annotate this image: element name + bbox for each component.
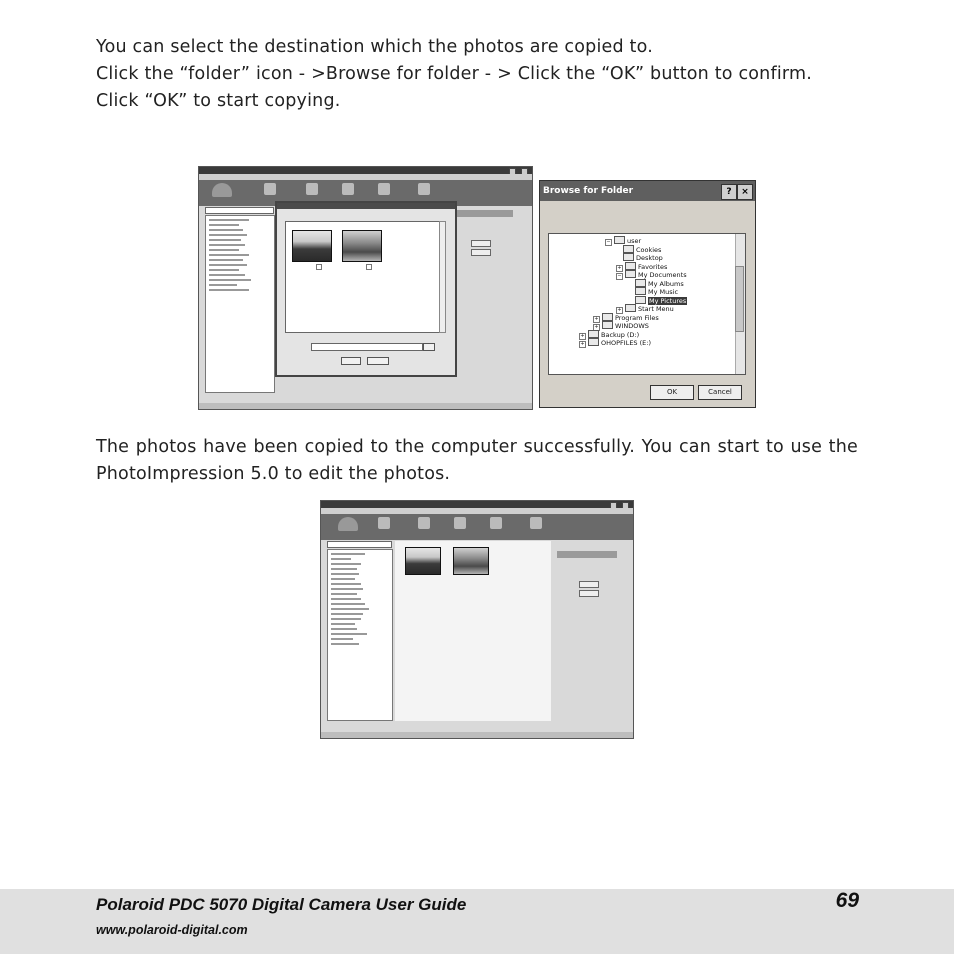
page-footer <box>0 889 954 954</box>
save-mode-item[interactable] <box>557 537 587 544</box>
tree-node[interactable]: + Start Menu <box>617 305 674 313</box>
ok-button[interactable]: OK <box>650 385 694 400</box>
folder-tree-lines <box>209 219 251 294</box>
logo-icon[interactable] <box>337 517 359 539</box>
toolbar-icon[interactable] <box>413 517 435 539</box>
scroll-thumb[interactable] <box>735 266 744 332</box>
save-mode-item[interactable] <box>557 551 617 558</box>
window-titlebar <box>321 501 633 508</box>
save-mode-item[interactable] <box>457 210 513 217</box>
save-mode-pane <box>457 203 521 271</box>
folder-combo[interactable] <box>205 207 274 214</box>
tree-node-selected[interactable]: My Pictures <box>635 296 687 305</box>
tree-node[interactable]: My Music <box>635 287 678 296</box>
save-mode-item[interactable] <box>557 572 593 579</box>
browse-dialog-title: Browse for Folder <box>543 186 634 196</box>
photo-thumbnail[interactable] <box>292 230 332 262</box>
screenshot-photoimpression-copy <box>198 166 533 410</box>
outro-line: The photos have been copied to the computer successfully. You can start to use the PhotoImpression 5.0 to edit the photos. <box>96 437 858 484</box>
photo-thumbnail[interactable] <box>342 230 382 262</box>
toolbar-icon[interactable] <box>485 517 507 539</box>
save-mode-item[interactable] <box>557 565 587 572</box>
save-mode-item[interactable] <box>557 607 597 614</box>
tree-node[interactable]: + OHOPFILES (E:) <box>580 339 651 347</box>
side-button[interactable] <box>579 581 599 588</box>
photo-grid <box>395 541 551 721</box>
save-mode-item[interactable] <box>457 217 497 224</box>
folder-tree-lines <box>331 553 369 648</box>
folder-tree <box>548 233 746 375</box>
intro-line: You can select the destination which the photos are copied to. <box>96 37 653 57</box>
folder-icon <box>623 245 634 253</box>
close-icon[interactable]: × <box>737 184 753 200</box>
help-icon[interactable]: ? <box>721 184 737 200</box>
side-button[interactable] <box>471 240 491 247</box>
tree-scrollbar[interactable] <box>735 234 745 374</box>
screenshot-photoimpression-result <box>320 500 634 739</box>
tree-node[interactable]: + Backup (D:) <box>580 330 640 339</box>
side-button[interactable] <box>579 590 599 597</box>
guide-title: Polaroid PDC 5070 Digital Camera User Guide <box>96 895 467 914</box>
folder-icon <box>625 304 636 312</box>
cancel-button[interactable]: Cancel <box>698 385 742 400</box>
intro-paragraph <box>96 34 858 115</box>
tree-node[interactable]: + Program Files <box>594 313 659 322</box>
tree-node[interactable]: − My Documents <box>617 271 687 279</box>
tree-node[interactable]: My Albums <box>635 279 684 288</box>
outro-paragraph <box>96 434 858 488</box>
save-mode-item[interactable] <box>557 558 601 565</box>
star-folder-icon <box>625 262 636 270</box>
tree-node[interactable]: + WINDOWS <box>594 322 649 330</box>
folder-icon <box>602 321 613 329</box>
folder-icon <box>635 287 646 295</box>
side-button[interactable] <box>471 249 491 256</box>
save-mode-item[interactable] <box>457 264 487 271</box>
status-bar <box>199 403 532 409</box>
save-mode-item[interactable] <box>557 544 597 551</box>
tree-node[interactable]: + Favorites <box>617 262 668 271</box>
toolbar-icon[interactable] <box>449 517 471 539</box>
logo-icon[interactable] <box>211 183 233 205</box>
folder-icon <box>614 236 625 244</box>
website-url: www.polaroid-digital.com <box>96 923 248 937</box>
tree-node[interactable]: Desktop <box>623 253 663 262</box>
dialog-ok-button[interactable] <box>341 357 361 365</box>
folder-tree-pane <box>327 549 393 721</box>
photo-thumbnail[interactable] <box>405 547 441 575</box>
dialog-scrollbar[interactable] <box>439 221 446 333</box>
folder-icon <box>623 253 634 261</box>
dialog-titlebar <box>277 203 455 209</box>
copy-photos-dialog <box>275 201 457 377</box>
browse-dialog-titlebar <box>540 181 755 201</box>
drive-icon <box>588 338 599 346</box>
intro-line: Click “OK” to start copying. <box>96 91 341 111</box>
toolbar-icon[interactable] <box>525 517 547 539</box>
tree-node[interactable]: Cookies <box>623 245 661 254</box>
window-titlebar <box>199 167 532 174</box>
photo-thumbnail-area <box>285 221 441 333</box>
tree-node[interactable]: − user <box>606 237 642 245</box>
folder-tree-pane <box>205 215 275 393</box>
dialog-cancel-button[interactable] <box>367 357 389 365</box>
destination-field[interactable] <box>311 343 423 351</box>
page-number: 69 <box>835 889 859 912</box>
toolbar-icon[interactable] <box>373 517 395 539</box>
photo-thumbnail[interactable] <box>453 547 489 575</box>
save-mode-item[interactable] <box>457 203 497 210</box>
intro-line: Click the “folder” icon - >Browse for folder - > Click the “OK” button to confirm. <box>96 64 812 84</box>
folder-icon <box>602 313 613 321</box>
folder-combo[interactable] <box>327 541 392 548</box>
drive-icon <box>588 330 599 338</box>
folder-icon <box>635 296 646 304</box>
browse-folder-button[interactable] <box>423 343 435 351</box>
checkbox-icon[interactable] <box>366 264 372 270</box>
checkbox-icon[interactable] <box>316 264 322 270</box>
save-mode-item[interactable] <box>457 224 487 231</box>
save-mode-pane <box>557 537 623 614</box>
save-mode-item[interactable] <box>457 231 491 238</box>
status-bar <box>321 732 633 738</box>
folder-icon <box>625 270 636 278</box>
browse-for-folder-dialog <box>539 180 756 408</box>
folder-icon <box>635 279 646 287</box>
